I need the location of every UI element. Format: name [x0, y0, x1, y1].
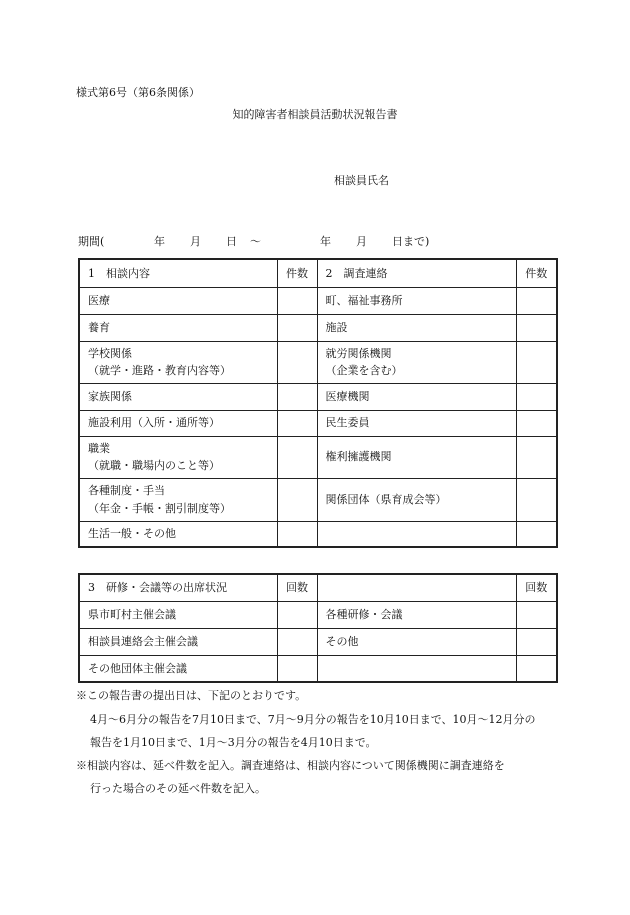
- note-schedule-line2: 報告を1月10日まで、1月〜3月分の報告を4月10日まで。: [90, 736, 377, 749]
- table-row: [79, 410, 557, 436]
- consultation-item: 医療: [79, 287, 277, 314]
- period-label: 期間(: [78, 235, 105, 248]
- period-line: [78, 234, 558, 250]
- count-cell[interactable]: [277, 478, 317, 521]
- count-cell[interactable]: [277, 383, 317, 410]
- investigation-item: 民生委員: [317, 410, 516, 436]
- period-month-start: 月: [190, 235, 201, 248]
- table-row: [79, 436, 557, 478]
- period-day-start: 日: [226, 235, 237, 248]
- count-cell[interactable]: [516, 436, 557, 478]
- consultation-item: 生活一般・その他: [79, 521, 277, 547]
- count-cell[interactable]: [516, 410, 557, 436]
- training-header: 3 研修・会議等の出席状況: [79, 574, 277, 601]
- consultation-item: 各種制度・手当 （年金・手帳・割引制度等）: [79, 478, 277, 521]
- count-cell[interactable]: [516, 655, 557, 682]
- investigation-item: 関係団体（県育成会等）: [317, 478, 516, 521]
- investigation-header: 2 調査連絡: [317, 259, 516, 287]
- counselor-name-label: 相談員氏名: [334, 174, 389, 187]
- count-cell[interactable]: [277, 601, 317, 628]
- table-row: [79, 601, 557, 628]
- consultation-item: 家族関係: [79, 383, 277, 410]
- investigation-item: 医療機関: [317, 383, 516, 410]
- meeting-item: [317, 655, 516, 682]
- meeting-item: 各種研修・会議: [317, 601, 516, 628]
- training-count-header-right: 回数: [516, 574, 557, 601]
- count-cell[interactable]: [516, 478, 557, 521]
- consultation-item: 養育: [79, 314, 277, 341]
- table-row: [79, 655, 557, 682]
- count-cell[interactable]: [277, 341, 317, 383]
- note-count-instructions-line2: 行った場合のその延べ件数を記入。: [90, 782, 266, 795]
- period-month-end: 月: [356, 235, 367, 248]
- training-meeting-table: [78, 573, 558, 683]
- meeting-item: その他団体主催会議: [79, 655, 277, 682]
- investigation-item: [317, 521, 516, 547]
- note-submission-date: ※この報告書の提出日は、下記のとおりです。: [76, 689, 307, 702]
- consultation-table: [78, 258, 558, 548]
- table-row: [79, 478, 557, 521]
- count-cell[interactable]: [277, 521, 317, 547]
- table-row: [79, 287, 557, 314]
- count-cell[interactable]: [277, 628, 317, 655]
- count-cell[interactable]: [516, 287, 557, 314]
- count-cell[interactable]: [516, 521, 557, 547]
- count-cell[interactable]: [516, 341, 557, 383]
- meeting-item: 県市町村主催会議: [79, 601, 277, 628]
- table-header-row: [79, 259, 557, 287]
- training-count-header: 回数: [277, 574, 317, 601]
- consultation-header: 1 相談内容: [79, 259, 277, 287]
- investigation-count-header: 件数: [516, 259, 557, 287]
- table-row: [79, 341, 557, 383]
- investigation-item: 権利擁護機関: [317, 436, 516, 478]
- meeting-item: その他: [317, 628, 516, 655]
- count-cell[interactable]: [516, 628, 557, 655]
- meeting-item: 相談員連絡会主催会議: [79, 628, 277, 655]
- count-cell[interactable]: [277, 410, 317, 436]
- table-row: [79, 383, 557, 410]
- period-tilde: 〜: [250, 235, 261, 248]
- count-cell[interactable]: [516, 601, 557, 628]
- count-cell[interactable]: [516, 314, 557, 341]
- count-cell[interactable]: [277, 655, 317, 682]
- period-year-end: 年: [320, 235, 331, 248]
- count-cell[interactable]: [277, 314, 317, 341]
- count-cell[interactable]: [277, 436, 317, 478]
- note-count-instructions-line1: ※相談内容は、延べ件数を記入。調査連絡は、相談内容について関係機関に調査連絡を: [76, 759, 505, 772]
- table-header-row: [79, 574, 557, 601]
- table-row: [79, 314, 557, 341]
- consultation-item: 学校関係 （就学・進路・教育内容等）: [79, 341, 277, 383]
- consultation-item: 施設利用（入所・通所等）: [79, 410, 277, 436]
- consultation-item: 職業 （就職・職場内のこと等）: [79, 436, 277, 478]
- training-header-right: [317, 574, 516, 601]
- table-row: [79, 628, 557, 655]
- investigation-item: 町、福祉事務所: [317, 287, 516, 314]
- period-until: 日まで): [392, 235, 430, 248]
- document-title: 知的障害者相談員活動状況報告書: [232, 108, 398, 121]
- period-year-start: 年: [154, 235, 165, 248]
- table-row: [79, 521, 557, 547]
- form-number: 様式第6号（第6条関係）: [76, 86, 200, 99]
- investigation-item: 施設: [317, 314, 516, 341]
- count-cell[interactable]: [516, 383, 557, 410]
- count-cell[interactable]: [277, 287, 317, 314]
- consultation-count-header: 件数: [277, 259, 317, 287]
- note-schedule-line1: 4月〜6月分の報告を7月10日まで、7月〜9月分の報告を10月10日まで、10月〜12月分の: [90, 713, 536, 726]
- investigation-item: 就労関係機関 （企業を含む）: [317, 341, 516, 383]
